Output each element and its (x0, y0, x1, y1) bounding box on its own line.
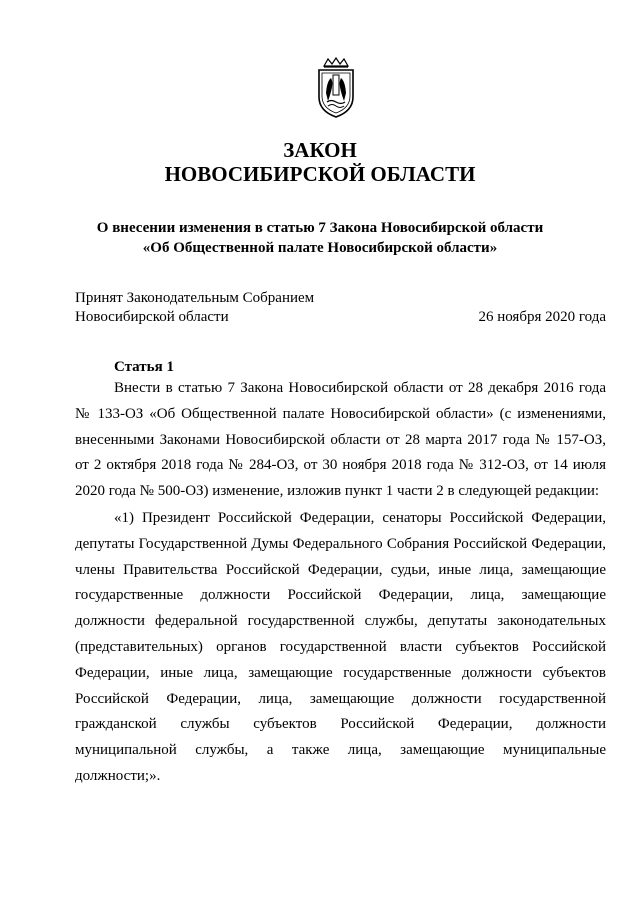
adoption-line1: Принят Законодательным Собранием (75, 290, 315, 306)
article-heading: Статья 1 (114, 359, 174, 375)
amendment-text: «1) Президент Российской Федерации, сенаторы Российской Федерации, депутаты Государственной Думы Федерального Собрания Российской Федерации, члены Правительства Российской Федерации, судьи, иные лица, замещающие государственные должности Российской Федерации, лица, замещающие должности федеральной государственной службы, депутаты законодательных (представительных) органов государственной власти субъектов Российской Федерации, иные лица, замещающие государственные должности субъектов Российской Федерации, лица, замещающие должности государственной гражданской службы субъектов Российской Федерации, должности муниципальной службы, а также лица, замещающие муниципальные должности;». (75, 510, 606, 784)
adoption-line2: Новосибирской области (75, 309, 229, 325)
law-subject-line2: «Об Общественной палате Новосибирской области» (142, 240, 498, 256)
coat-of-arms-icon (316, 57, 356, 119)
law-subject-line1: О внесении изменения в статью 7 Закона Новосибирской области (96, 220, 544, 236)
law-title-line1: ЗАКОН (283, 138, 357, 162)
article-paragraph: Внести в статью 7 Закона Новосибирской области от 28 декабря 2016 года № 133-ОЗ «Об Общественной палате Новосибирской области» (с изменениями, внесенными Законами Новосибирской области от 28 марта 2017 года № 157-ОЗ, от 2 октября 2018 года № 284-ОЗ, от 30 ноября 2018 года № 312-ОЗ, от 14 июля 2020 года № 500-ОЗ) изменение, изложив пункт 1 части 2 в следующей редакции: (75, 380, 606, 500)
law-title-line2: НОВОСИБИРСКОЙ ОБЛАСТИ (164, 162, 476, 186)
adoption-date: 26 ноября 2020 года (478, 309, 606, 325)
